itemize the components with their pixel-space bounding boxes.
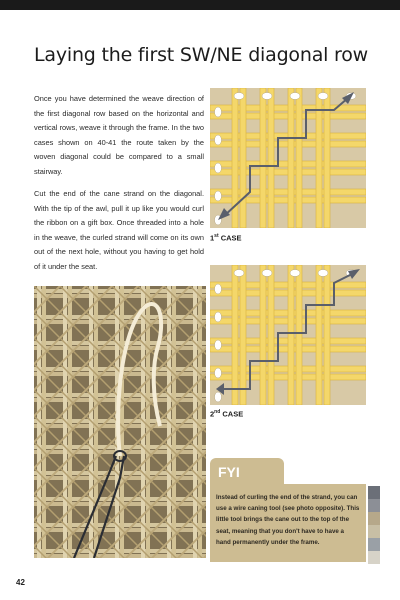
swatch xyxy=(368,512,380,525)
case-number: 1 xyxy=(210,233,215,243)
case-ordinal: st xyxy=(214,233,219,239)
swatch xyxy=(368,486,380,499)
diagram-first-case xyxy=(210,88,366,228)
case-ordinal: nd xyxy=(214,409,221,415)
diagram-second-case xyxy=(210,265,366,405)
paragraph-1: Once you have determined the weave direction of the first diagonal row based on the horizontal and vertical rows, weave it through the frame. In the two cases shown on 40-41 the route taken by the woven diagonal could be compared to a small stairway. xyxy=(34,94,204,176)
paragraph-2: Cut the end of the cane strand on the diagonal. With the tip of the awl, pull it up like you would curl the ribbon on a gift box. Once threaded into a hole in the weave, the curled strand will come on its own out of the next hole, without you having to get hold of it under the seat. xyxy=(34,189,204,271)
top-bar xyxy=(0,0,400,10)
case-text: CASE xyxy=(220,409,244,419)
page-number: 42 xyxy=(16,578,25,587)
swatch xyxy=(368,551,380,564)
fyi-text: Instead of curling the end of the strand, you can use a wire caning tool (see photo opposite). This little tool brings the cane out to the top of the seat, meaning that you don't have to have a hand permanently under the frame. xyxy=(216,494,360,546)
swatch xyxy=(368,538,380,551)
swatch xyxy=(368,499,380,512)
case-label-1 xyxy=(210,233,242,243)
page-title: Laying the first SW/NE diagonal row xyxy=(34,44,369,66)
swatch xyxy=(368,525,380,538)
case-text: CASE xyxy=(218,233,242,243)
weave-diagram-1 xyxy=(210,88,366,228)
weave-diagram-2 xyxy=(210,265,366,405)
case-number: 2 xyxy=(210,409,215,419)
color-swatches xyxy=(368,486,380,564)
fyi-heading: FYI xyxy=(210,458,284,488)
fyi-box xyxy=(210,484,366,562)
caning-photo xyxy=(34,286,206,558)
caning-photo-image xyxy=(34,286,206,558)
case-label-2 xyxy=(210,409,243,419)
